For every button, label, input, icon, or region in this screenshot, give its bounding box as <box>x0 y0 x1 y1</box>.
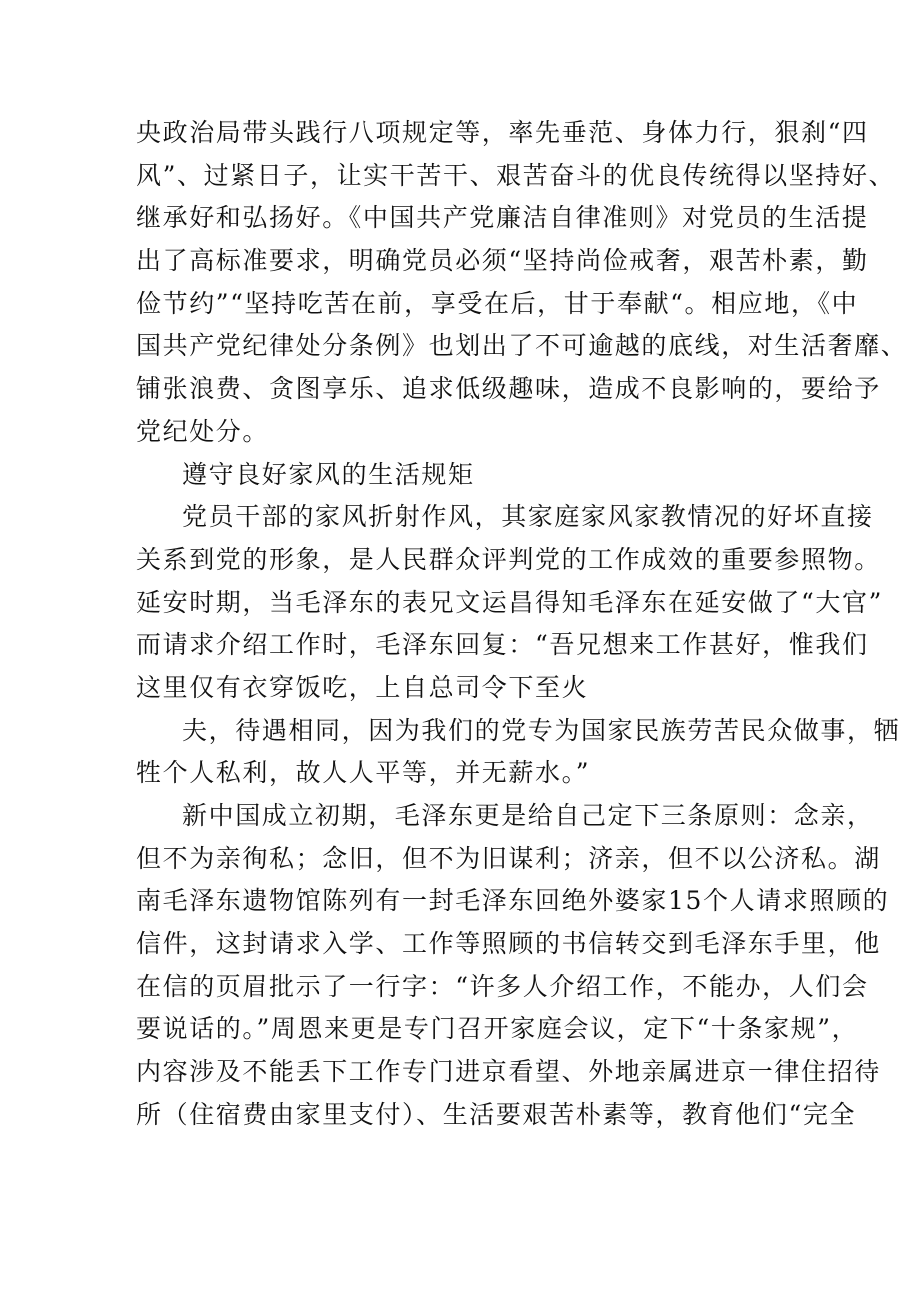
section-heading: 遵守良好家风的生活规矩 <box>182 459 475 489</box>
text-line: 俭节约”“坚持吃苦在前，享受在后，甘于奉献“。相应地，《中 <box>136 288 859 318</box>
text-line: 铺张浪费、贪图享乐、追求低级趣味，造成不良影响的，要给予 <box>136 374 881 404</box>
text-line: 在信的页眉批示了一行字：“许多人介绍工作，不能办，人们会 <box>136 971 869 1001</box>
text-line: 而请求介绍工作时，毛泽东回复：“吾兄想来工作甚好，惟我们 <box>136 630 869 660</box>
text-line: 国共产党纪律处分条例》也划出了不可逾越的底线，对生活奢靡、 <box>136 331 908 361</box>
text-line: 风”、过紧日子，让实干苦干、艰苦奋斗的优良传统得以坚持好、 <box>136 160 896 190</box>
text-line: 夫，待遇相同，因为我们的党专为国家民族劳苦民众做事，牺 <box>182 715 901 745</box>
text-line: 要说话的。”周恩来更是专门召开家庭会议，定下“十条家规”， <box>136 1014 859 1044</box>
text-line: 央政治局带头践行八项规定等，率先垂范、身体力行，狠刹“四 <box>136 118 869 147</box>
text-line: 所（住宿费由家里支付）、生活要艰苦朴素等，教育他们“完全 <box>136 1099 857 1129</box>
text-line: 内容涉及不能丢下工作专门进京看望、外地亲属进京一律住招待 <box>136 1057 881 1087</box>
text-line: 牲个人私利，故人人平等，并无薪水。” <box>136 758 591 788</box>
text-line: 党员干部的家风折射作风，其家庭家风家教情况的好坏直接 <box>182 502 874 532</box>
text-line: 南毛泽东遗物馆陈列有一封毛泽东回绝外婆家15个人请求照顾的 <box>136 886 890 916</box>
body-text <box>136 112 908 1137</box>
text-line: 关系到党的形象，是人民群众评判党的工作成效的重要参照物。 <box>136 544 881 574</box>
text-line: 新中国成立初期，毛泽东更是给自己定下三条原则：念亲， <box>182 801 874 830</box>
text-line: 延安时期，当毛泽东的表兄文运昌得知毛泽东在延安做了“大官” <box>136 587 883 617</box>
text-line: 党纪处分。 <box>136 416 270 446</box>
text-line: 出了高标准要求，明确党员必须“坚持尚俭戒奢，艰苦朴素，勤 <box>136 246 869 276</box>
text-line: 继承好和弘扬好。《中国共产党廉洁自律准则》对党员的生活提 <box>136 203 869 233</box>
text-line: 信件，这封请求入学、工作等照顾的书信转交到毛泽东手里，他 <box>136 929 881 959</box>
text-line: 但不为亲徇私；念旧，但不为旧谋利；济亲，但不以公济私。湖 <box>136 843 881 873</box>
text-line: 这里仅有衣穿饭吃，上自总司令下至火 <box>136 672 589 702</box>
